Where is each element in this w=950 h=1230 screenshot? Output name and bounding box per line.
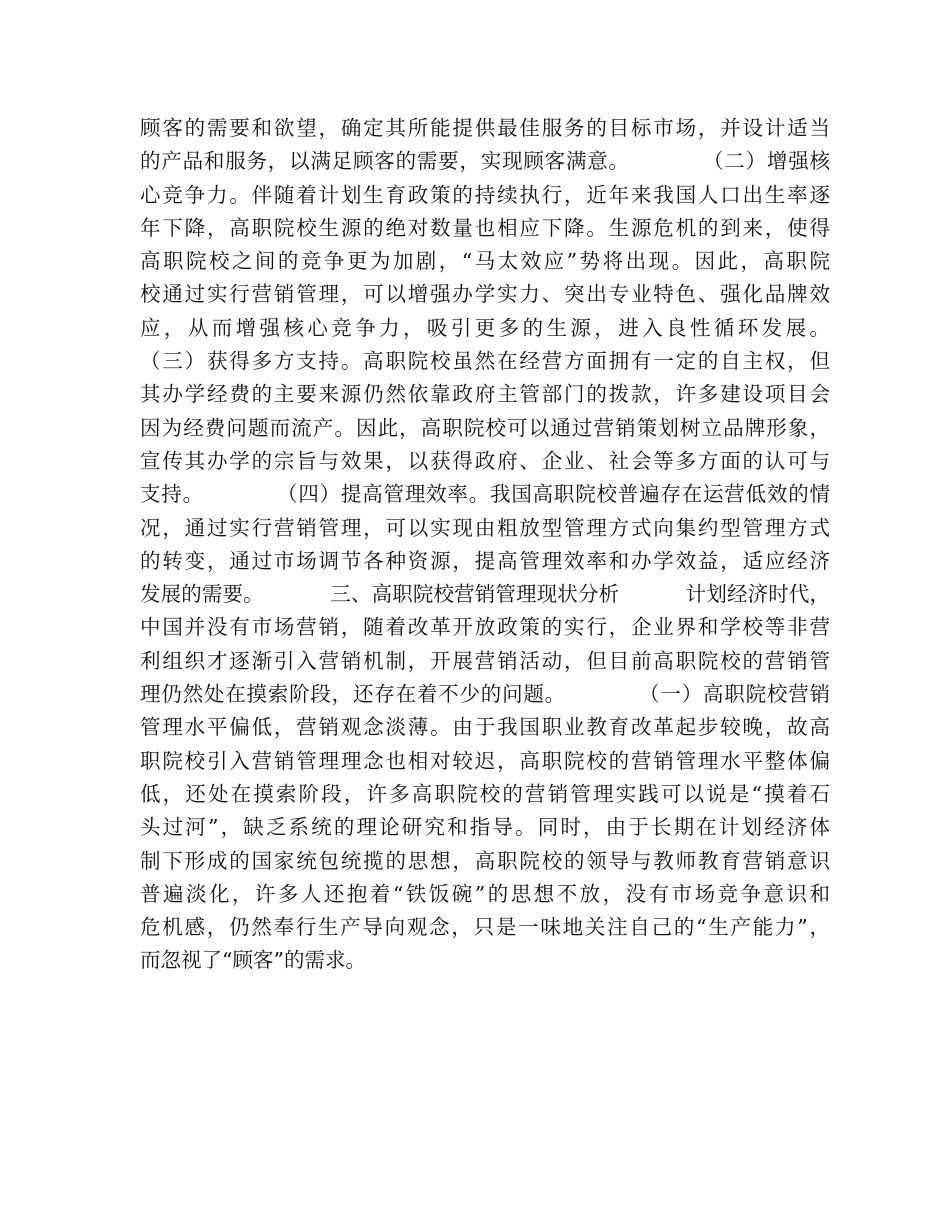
text-line: 制下形成的国家统包统揽的思想，高职院校的领导与教师教育营销意识 [140,848,830,873]
text-line: 中国并没有市场营销，随着改革开放政策的实行，企业界和学校等非营 [140,615,830,640]
text-line: 况，通过实行营销管理，可以实现由粗放型管理方式向集约型管理方式 [140,515,830,540]
text-line: 头过河”，缺乏系统的理论研究和指导。同时，由于长期在计划经济体 [140,815,830,840]
text-line: 心竞争力。伴随着计划生育政策的持续执行，近年来我国人口出生率逐 [140,182,830,207]
text-line: 职院校引入营销管理理念也相对较迟，高职院校的营销管理水平整体偏 [140,748,830,773]
text-line: 应，从而增强核心竞争力，吸引更多的生源，进入良性循环发展。 [140,315,830,340]
text-line: 其办学经费的主要来源仍然依靠政府主管部门的拨款，许多建设项目会 [140,382,830,407]
text-line: 宣传其办学的宗旨与效果，以获得政府、企业、社会等多方面的认可与 [140,448,830,473]
text-line: 普遍淡化，许多人还抱着“铁饭碗”的思想不放，没有市场竞争意识和 [140,881,830,906]
text-line: （三）获得多方支持。高职院校虽然在经营方面拥有一定的自主权，但 [140,349,830,374]
text-line: 低，还处在摸索阶段，许多高职院校的营销管理实践可以说是“摸着石 [140,781,830,806]
text-line: 的产品和服务，以满足顾客的需要，实现顾客满意。 （二）增强核 [140,149,830,174]
text-line: 利组织才逐渐引入营销机制，开展营销活动，但目前高职院校的营销管 [140,648,830,673]
text-line: 顾客的需要和欲望，确定其所能提供最佳服务的目标市场，并设计适当 [140,116,830,140]
body-text [140,112,830,978]
text-line: 年下降，高职院校生源的绝对数量也相应下降。生源危机的到来，使得 [140,215,830,240]
text-line: 支持。 （四）提高管理效率。我国高职院校普遍存在运营低效的情 [140,482,830,507]
text-line: 理仍然处在摸索阶段，还存在着不少的问题。 （一）高职院校营销 [140,682,830,707]
text-line: 发展的需要。 三、高职院校营销管理现状分析 计划经济时代， [140,582,830,607]
text-line: 危机感，仍然奉行生产导向观念，只是一味地关注自己的“生产能力”， [140,915,830,940]
text-line: 而忽视了“顾客”的需求。 [140,948,366,973]
text-line: 的转变，通过市场调节各种资源，提高管理效率和办学效益，适应经济 [140,548,830,573]
text-line: 因为经费问题而流产。因此，高职院校可以通过营销策划树立品牌形象， [140,415,830,440]
text-line: 管理水平偏低，营销观念淡薄。由于我国职业教育改革起步较晚，故高 [140,715,830,740]
text-line: 校通过实行营销管理，可以增强办学实力、突出专业特色、强化品牌效 [140,282,830,307]
text-line: 高职院校之间的竞争更为加剧，“马太效应”势将出现。因此，高职院 [140,249,830,274]
